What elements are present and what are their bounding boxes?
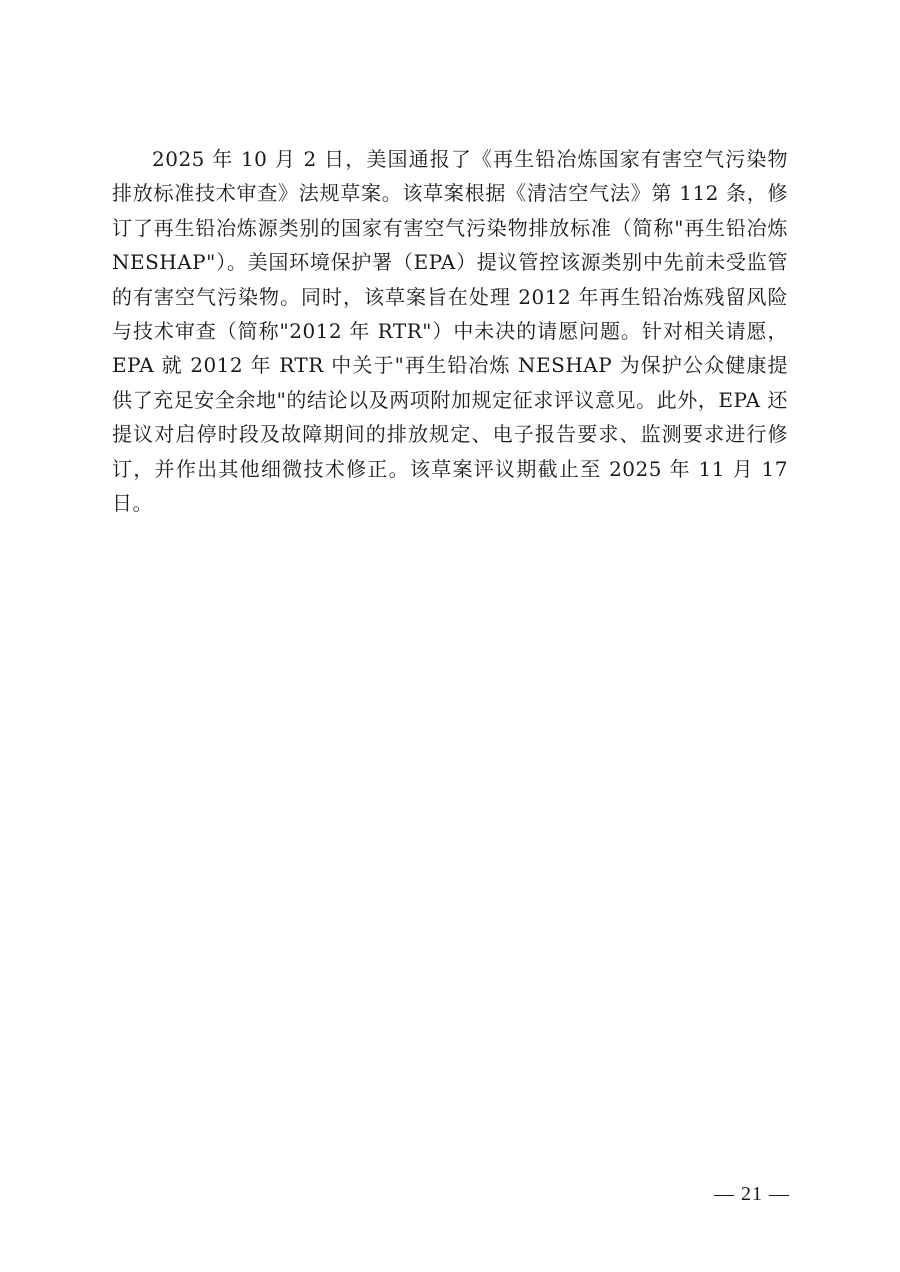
body-paragraph: 2025 年 10 月 2 日，美国通报了《再生铅冶炼国家有害空气污染物排放标准技术审查》法规草案。该草案根据《清洁空气法》第 112 条，修订了再生铅冶炼源类别的国家有害空气污染物排放标准（简称"再生铅冶炼NESHAP"）。美国环境保护署（EPA）提议管控该源类别中先前未受监管的有害空气污染物。同时，该草案旨在处理 2012 年再生铅冶炼残留风险与技术审查（简称"2012 年 RTR"）中未决的请愿问题。针对相关请愿，EPA 就 2012 年 RTR 中关于"再生铅冶炼 NESHAP 为保护公众健康提供了充足安全余地"的结论以及两项附加规定征求评议意见。此外，EPA 还提议对启停时段及故障期间的排放规定、电子报告要求、监测要求进行修订，并作出其他细微技术修正。该草案评议期截止至 2025 年 11 月 17 日。 <box>112 147 788 516</box>
page-number: — 21 — <box>714 1183 790 1205</box>
